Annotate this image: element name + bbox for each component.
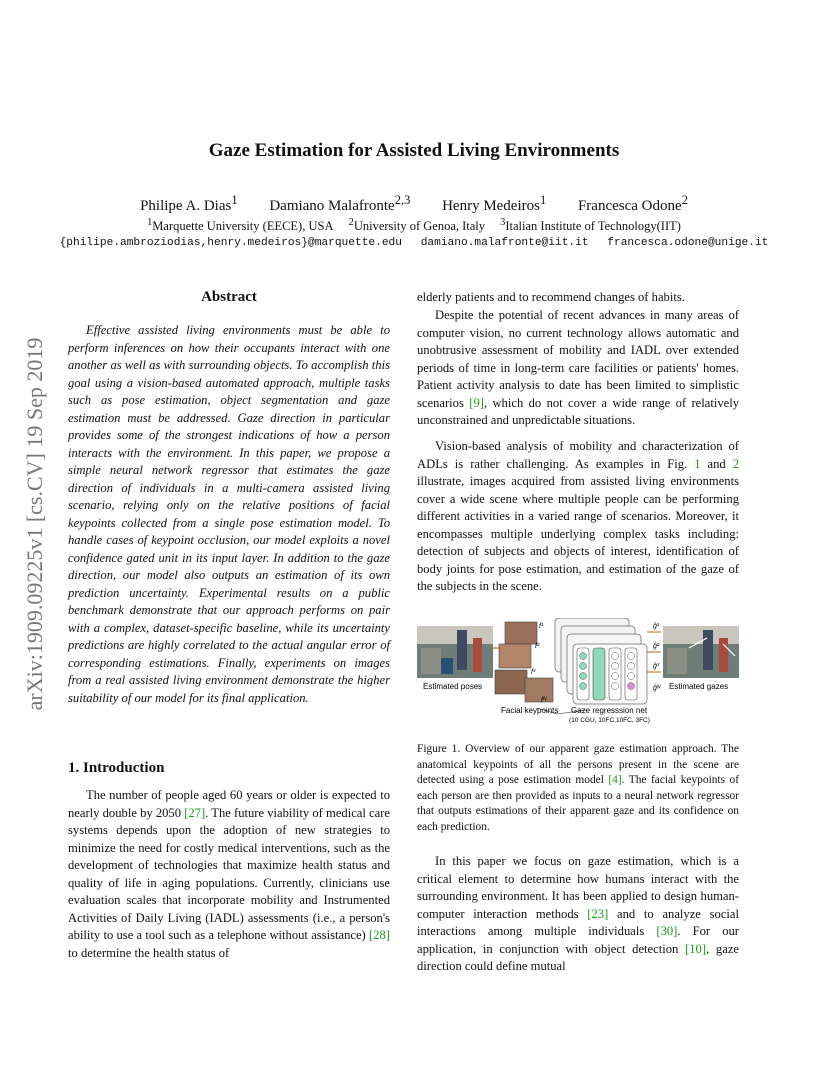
figure-ref-link[interactable]: 1	[694, 456, 701, 471]
arxiv-stamp-text: arXiv:1909.09225v1 [cs.CV] 19 Sep 2019	[22, 337, 47, 711]
section-heading-introduction: 1. Introduction	[68, 760, 165, 776]
face-crop	[495, 670, 527, 694]
body-paragraph: Despite the potential of recent advances in many areas of computer vision, no current technology allows automatic and unobtrusive assessment of mobility and IADL over extended periods of time in long-term care facilities or patients' homes. Patient activity analysis to date has been limited to simplistic scenarios [9], which do not cover a wide range of relatively unconstrained and unpredictable situations.	[417, 308, 739, 427]
f-label: f²	[535, 643, 540, 650]
affiliation-list	[0, 217, 828, 234]
figure-label: Estimated gazes	[669, 682, 729, 691]
email: francesca.odone@unige.it	[607, 237, 769, 249]
citation-link[interactable]: [27]	[184, 805, 206, 820]
f-label: f³	[531, 669, 536, 676]
output-node	[628, 683, 635, 690]
affiliation: $^3$Italian Institute of Technology(IIT)	[500, 217, 681, 234]
figure-ref-link[interactable]: 2	[732, 456, 739, 471]
face-crop	[505, 622, 537, 644]
figure-label: Gaze regresssion net	[571, 706, 648, 715]
author-list	[0, 193, 828, 215]
citation-link[interactable]: [9]	[469, 395, 484, 410]
g-label: ĝ¹	[653, 623, 660, 630]
g-label: ĝ²	[653, 643, 660, 650]
body-paragraph: elderly patients and to recommend changes of habits.	[417, 290, 685, 304]
author: Philipe A. Dias$^1$	[140, 193, 238, 214]
figure-label: Estimated poses	[423, 682, 483, 691]
affiliation: $^2$University of Genoa, Italy	[348, 217, 486, 234]
email: {philipe.ambroziodias,henry.medeiros}@marquette.edu	[59, 237, 402, 249]
network-node	[580, 653, 587, 660]
figure-label: Facial keypoints	[501, 706, 559, 715]
abstract-body: Effective assisted living environments must be able to perform inferences on how their occupants interact with one another as well as with surrounding objects. To accomplish this goal using a vision-based automated approach, multiple tasks such as pose estimation, object segmentation and gaze estimation must be addressed. Gaze direction in particular provides some of the strongest indications of how a person interacts with the environment. In this paper, we propose a simple neural network regressor that estimates the gaze direction of individuals in a multi-camera assisted living scenario, relying only on the relative positions of facial keypoints collected from a single pose estimation model. To handle cases of keypoint occlusion, our model exploits a novel confidence gated unit in its input layer. In addition to the gaze direction, our model also outputs an estimation of its own prediction uncertainty. Experimental results on a public benchmark demonstrate that our approach performs on pair with a complex, dataset-specific baseline, while its uncertainty predictions are highly correlated to the actual angular error of corresponding estimations. Finally, experiments on images from a real assisted living environment demonstrate the higher suitability of our model for its final application.	[68, 323, 390, 705]
paper-title: Gaze Estimation for Assisted Living Environments	[208, 140, 620, 161]
citation-link[interactable]: [4]	[608, 774, 622, 787]
figure-1	[417, 618, 739, 728]
affiliation: $^1$Marquette University (EECE), USA	[147, 217, 334, 234]
abstract-heading: Abstract	[201, 289, 257, 305]
g-label: ĝ³	[653, 663, 660, 670]
figure-label: (10 CGU, 10FC,10FC, 3FC)	[569, 717, 650, 724]
f-label: f¹	[539, 623, 544, 630]
face-crop	[499, 644, 531, 668]
f-label: fᴺ	[541, 697, 547, 704]
cgu-layer	[593, 648, 605, 700]
network-node	[580, 663, 587, 670]
face-crop	[525, 678, 553, 702]
citation-link[interactable]: [23]	[587, 906, 609, 921]
citation-link[interactable]: [30]	[656, 924, 678, 938]
intro-paragraph: The number of people aged 60 years or older is expected to nearly double by 2050 [27]. The future viability of medical care systems depends upon the adoption of new strategies to minimize the need for costly medical interventions, such as the development of technologies that maximize health status and quality of life in aging populations. Currently, clinicians use evaluation scales that incorporate mobility and Instrumented Activities of Daily Living (IADL) assessments (i.e., a person's ability to use a tool such as a telephone without assistance) [28] to determine the health status of	[68, 788, 391, 960]
email-list	[0, 237, 828, 249]
arxiv-stamp	[22, 290, 48, 758]
author: Damiano Malafronte$^{2,3}$	[269, 193, 411, 214]
author: Francesca Odone$^2$	[577, 193, 688, 214]
figure-1-caption: Figure 1. Overview of our apparent gaze estimation approach. The anatomical keypoints of all the persons present in the scene are detected using a pose estimation model [4]. The facial keypoints of each person are then provided as inputs to a neural network regressor that outputs estimations of their apparent gaze and its confidence on each prediction.	[417, 743, 739, 833]
figure-1-diagram	[417, 618, 739, 728]
body-paragraph: In this paper we focus on gaze estimation, which is a critical element to determine how humans interact with the surrounding environment. It has been applied to design human-computer interaction methods [23] and to analyze social interactions among multiple individuals [30]. For our application, in conjunction with object detection [10], gaze direction could define mutual	[417, 854, 739, 973]
network-node	[580, 673, 587, 680]
citation-link[interactable]: [28]	[369, 928, 390, 942]
g-label: ĝᴺ	[653, 685, 661, 692]
author: Henry Medeiros$^1$	[442, 193, 547, 214]
body-paragraph: Vision-based analysis of mobility and characterization of ADLs is rather challenging. As examples in Fig. 1 and 2 illustrate, images acquired from assisted living environments cover a wide scene where multiple people can be performing different activities in a varied range of scenarios. Moreover, it encompasses multiple underlying complex tasks including: detection of subjects and objects of interest, identification of body joints for pose estimation, and estimation of the gaze of the subjects in the scene.	[417, 439, 739, 593]
email: damiano.malafronte@iit.it	[420, 237, 589, 249]
citation-link[interactable]: [10]	[685, 941, 707, 956]
network-node	[580, 683, 587, 690]
